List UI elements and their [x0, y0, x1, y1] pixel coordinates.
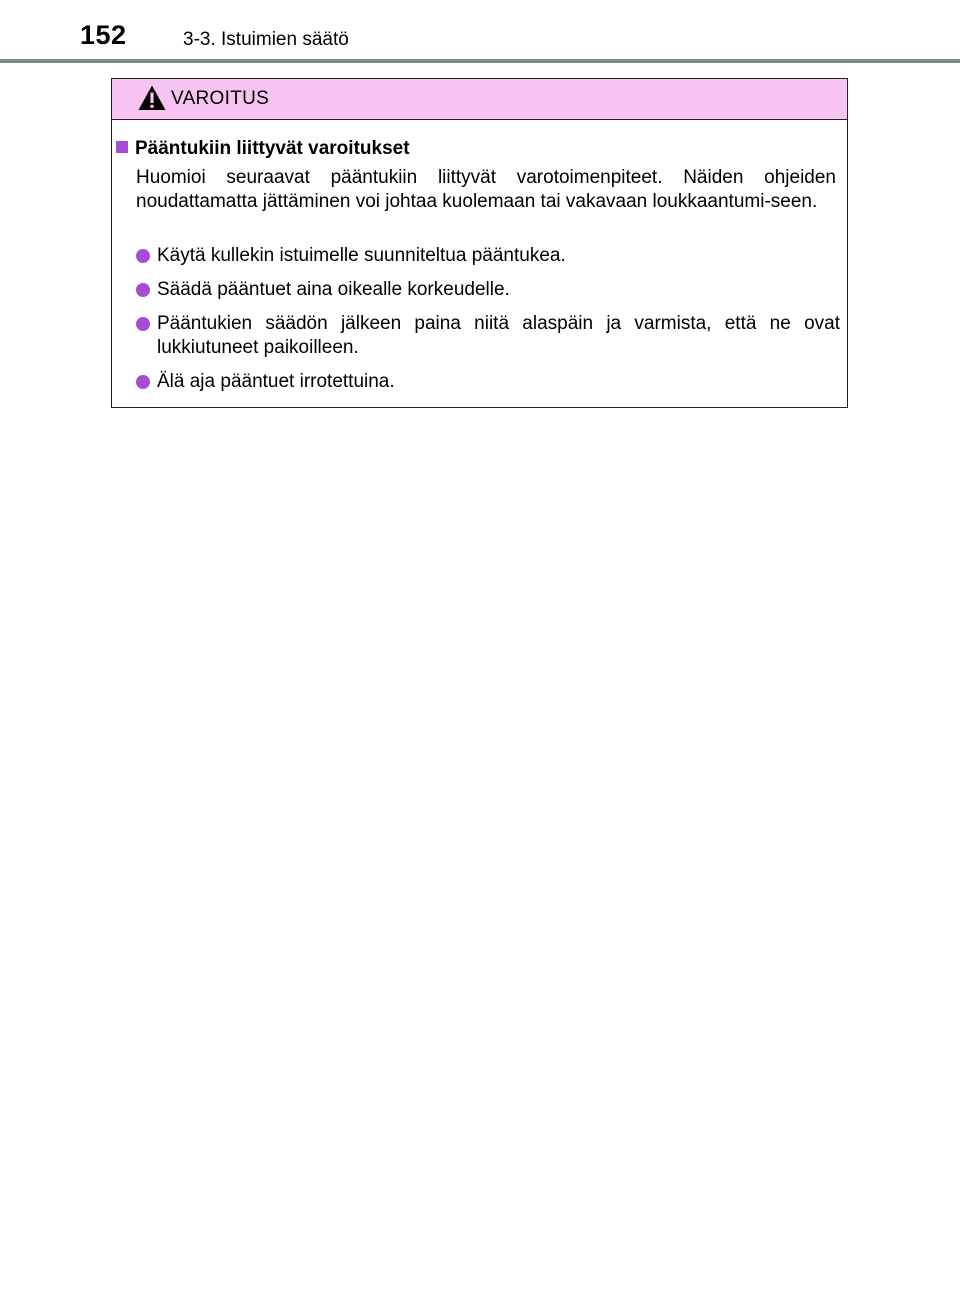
square-bullet-icon	[116, 141, 128, 153]
round-bullet-icon	[136, 283, 150, 297]
round-bullet-icon	[136, 317, 150, 331]
bullet-text: Älä aja pääntuet irrotettuina.	[157, 371, 395, 392]
section-title: 3-3. Istuimien säätö	[183, 29, 349, 50]
warning-subheading	[116, 137, 410, 161]
round-bullet-icon	[136, 375, 150, 389]
warning-header	[112, 79, 847, 120]
bullet-item	[136, 370, 840, 394]
warning-box	[111, 78, 848, 408]
page-number: 152	[80, 20, 127, 50]
round-bullet-icon	[136, 249, 150, 263]
subheading-text: Pääntukiin liittyvät varoitukset	[135, 138, 410, 159]
header-rule	[0, 59, 960, 63]
bullet-text: Säädä pääntuet aina oikealle korkeudelle.	[157, 279, 510, 300]
bullet-item	[136, 278, 840, 302]
warning-title: VAROITUS	[171, 88, 270, 109]
warning-triangle-icon	[137, 84, 167, 112]
bullet-item	[136, 244, 840, 268]
bullet-text: Pääntukien säädön jälkeen paina niitä alaspäin ja varmista, että ne ovat lukkiutuneet paikoilleen.	[157, 313, 840, 358]
bullet-text: Käytä kullekin istuimelle suunniteltua pääntukea.	[157, 245, 566, 266]
warning-intro: Huomioi seuraavat pääntukiin liittyvät varotoimenpiteet. Näiden ohjeiden noudattamatta jättäminen voi johtaa kuolemaan tai vakavaan loukkaantumi-seen.	[136, 167, 836, 212]
bullet-item	[136, 312, 840, 359]
